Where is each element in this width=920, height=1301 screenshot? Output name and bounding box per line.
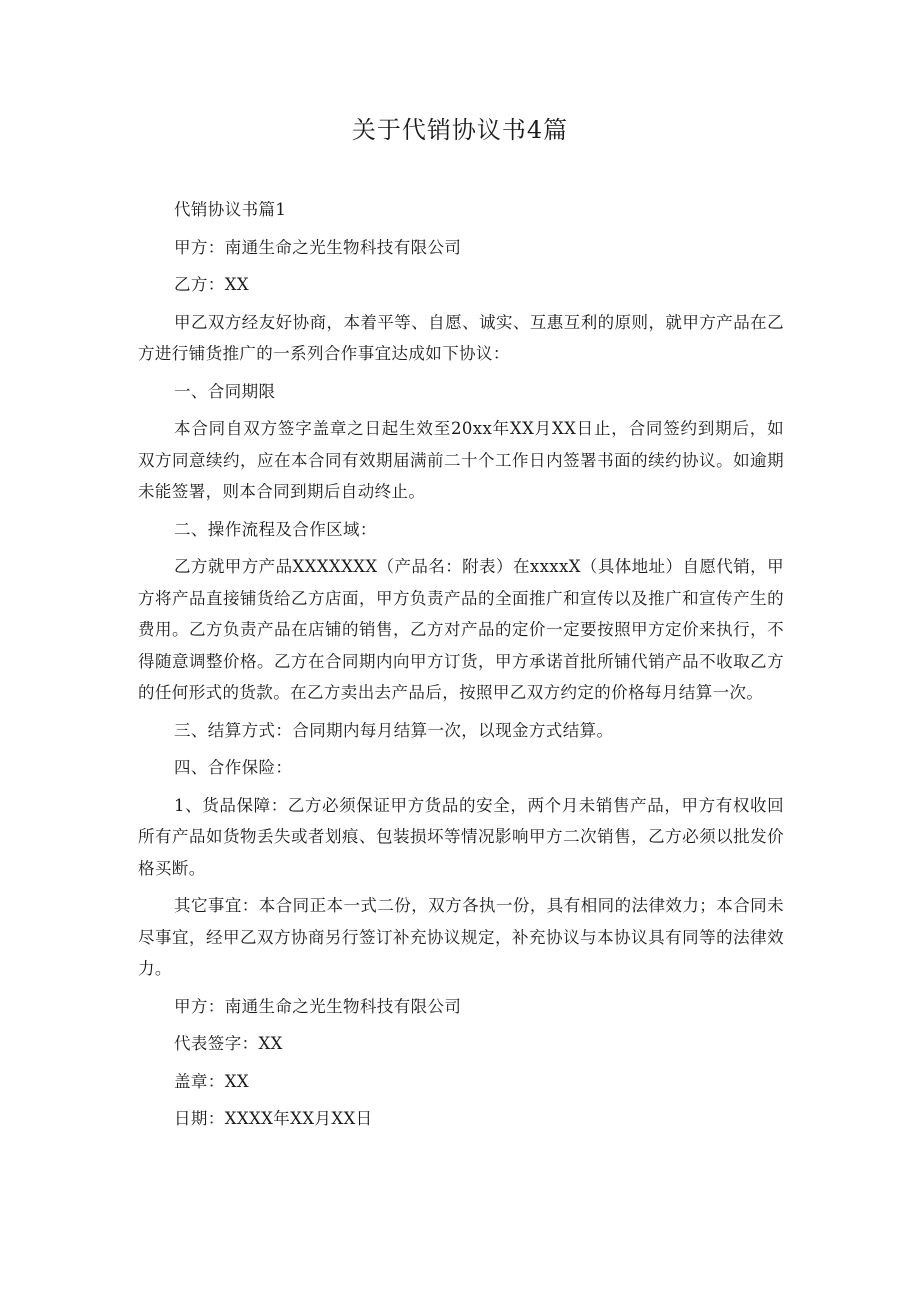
section-heading-agreement-1: 代销协议书篇1 [174,200,287,219]
party-a-line: 甲方：南通生命之光生物科技有限公司 [174,237,462,257]
document-title: 关于代销协议书4篇 [351,116,569,144]
clause-heading-guarantee: 四、合作保险： [174,758,293,777]
clause-heading-process: 二、操作流程及合作区域： [174,519,377,539]
clause-settlement-paragraph: 三、结算方式：合同期内每月结算一次，以现金方式结算。 [174,720,614,740]
signature-date-line: 日期：XXXX年XX月XX日 [174,1109,373,1128]
document-body [138,194,784,1135]
clause-term-paragraph: 本合同自双方签字盖章之日起生效至20xx年XX月XX日止，合同签约到期后，如双方同意续约，应在本合同有效期届满前二十个工作日内签署书面的续约协议。如逾期未能签署，则本合同到期后自动终止。 [138,419,784,501]
signature-seal-line: 盖章：XX [174,1071,249,1091]
clause-other-matters-paragraph: 其它事宜：本合同正本一式二份，双方各执一份，具有相同的法律效力；本合同未尽事宜，经甲乙双方协商另行签订补充协议规定，补充协议与本协议具有同等的法律效力。 [138,896,784,978]
clause-process-paragraph: 乙方就甲方产品XXXXXXX（产品名：附表）在xxxxX（具体地址）自愿代销，甲方将产品直接铺货给乙方店面，甲方负责产品的全面推广和宣传以及推广和宣传产生的费用。乙方负责产品在店铺的销售，乙方对产品的定价一定要按照甲方定价来执行，不得随意调整价格。乙方在合同期内向甲方订货，甲方承诺首批所铺代销产品不收取乙方的任何形式的货款。在乙方卖出去产品后，按照甲乙双方约定的价格每月结算一次。 [138,557,784,702]
clause-heading-term: 一、合同期限 [174,381,276,401]
party-b-line: 乙方：XX [174,275,249,294]
signature-party-a-line: 甲方：南通生命之光生物科技有限公司 [174,996,462,1016]
clause-goods-guarantee-paragraph: 1、货品保障：乙方必须保证甲方货品的安全，两个月未销售产品，甲方有权收回所有产品如货物丢失或者划痕、包装损坏等情况影响甲方二次销售，乙方必须以批发价格买断。 [138,795,784,878]
preamble-paragraph: 甲乙双方经友好协商，本着平等、自愿、诚实、互惠互利的原则，就甲方产品在乙方进行铺货推广的一系列合作事宜达成如下协议： [138,312,784,363]
signature-representative-line: 代表签字：XX [174,1034,283,1053]
